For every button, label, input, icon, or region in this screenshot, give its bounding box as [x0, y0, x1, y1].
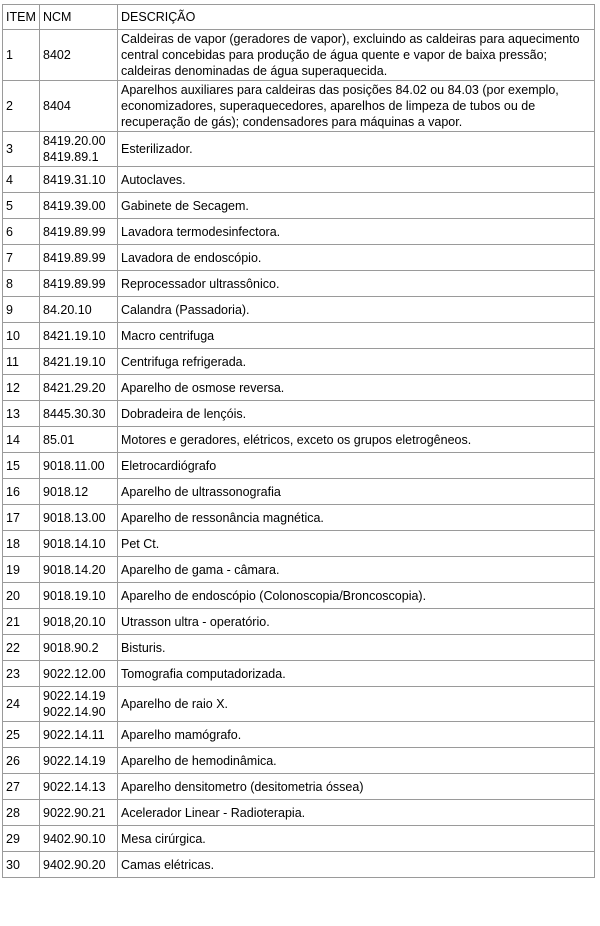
cell-descricao: Caldeiras de vapor (geradores de vapor), excluindo as caldeiras para aquecimento central concebidas para produção de água quente e vapor de baixa pressão; caldeiras denominadas de água superaquecida. [118, 30, 595, 81]
cell-descricao: Aparelhos auxiliares para caldeiras das posições 84.02 ou 84.03 (por exemplo, economizadores, superaquecedores, aparelhos de limpeza de tubos ou de recuperação de gás); condensadores para máquinas a vapor. [118, 81, 595, 132]
cell-descricao: Utrasson ultra - operatório. [118, 609, 595, 635]
cell-descricao: Lavadora de endoscópio. [118, 245, 595, 271]
cell-item: 8 [3, 271, 40, 297]
cell-item: 13 [3, 401, 40, 427]
ncm-code: 9018.14.10 [43, 536, 106, 551]
ncm-code: 9018.19.10 [43, 588, 106, 603]
cell-descricao: Bisturis. [118, 635, 595, 661]
table-row [3, 219, 595, 245]
ncm-code: 9022.14.11 [43, 727, 105, 742]
cell-item: 30 [3, 852, 40, 878]
cell-descricao: Gabinete de Secagem. [118, 193, 595, 219]
cell-descricao: Aparelho de hemodinâmica. [118, 748, 595, 774]
cell-ncm [40, 687, 118, 722]
ncm-code: 8419.31.10 [43, 172, 106, 187]
ncm-code: 85.01 [43, 432, 75, 447]
ncm-code: 9022.12.00 [43, 666, 106, 681]
cell-ncm [40, 453, 118, 479]
cell-item: 22 [3, 635, 40, 661]
table-row [3, 453, 595, 479]
cell-item: 7 [3, 245, 40, 271]
ncm-code: 8419.89.99 [43, 250, 106, 265]
ncm-code: 9402.90.20 [43, 857, 106, 872]
header-descricao: DESCRIÇÃO [118, 5, 595, 30]
ncm-code: 9022.14.90 [43, 705, 106, 719]
cell-item: 9 [3, 297, 40, 323]
ncm-code: 8421.19.10 [43, 354, 106, 369]
cell-descricao: Aparelho de gama - câmara. [118, 557, 595, 583]
table-row [3, 774, 595, 800]
table-row [3, 557, 595, 583]
header-ncm: NCM [40, 5, 118, 30]
cell-item: 18 [3, 531, 40, 557]
table-row [3, 722, 595, 748]
table-row [3, 30, 595, 81]
table-row [3, 297, 595, 323]
ncm-code: 8445.30.30 [43, 406, 106, 421]
cell-descricao: Lavadora termodesinfectora. [118, 219, 595, 245]
cell-descricao: Centrifuga refrigerada. [118, 349, 595, 375]
cell-descricao: Aparelho densitometro (desitometria óssea) [118, 774, 595, 800]
table-row [3, 375, 595, 401]
cell-ncm [40, 81, 118, 132]
cell-descricao: Esterilizador. [118, 132, 595, 167]
cell-ncm [40, 748, 118, 774]
cell-item: 2 [3, 81, 40, 132]
cell-ncm [40, 30, 118, 81]
table-row [3, 479, 595, 505]
cell-descricao: Dobradeira de lençóis. [118, 401, 595, 427]
ncm-code: 9022.14.19 [43, 689, 106, 703]
cell-ncm [40, 505, 118, 531]
table-row [3, 271, 595, 297]
cell-descricao: Aparelho de endoscópio (Colonoscopia/Broncoscopia). [118, 583, 595, 609]
cell-ncm [40, 852, 118, 878]
cell-ncm [40, 167, 118, 193]
table-row [3, 401, 595, 427]
table-row [3, 609, 595, 635]
cell-item: 20 [3, 583, 40, 609]
table-row [3, 81, 595, 132]
ncm-code: 9018.14.20 [43, 562, 106, 577]
cell-item: 3 [3, 132, 40, 167]
cell-descricao: Aparelho de ressonância magnética. [118, 505, 595, 531]
cell-ncm [40, 800, 118, 826]
cell-ncm [40, 635, 118, 661]
cell-descricao: Pet Ct. [118, 531, 595, 557]
cell-ncm [40, 132, 118, 167]
table-row [3, 323, 595, 349]
table-row [3, 193, 595, 219]
table-row [3, 800, 595, 826]
cell-ncm [40, 219, 118, 245]
table-row [3, 167, 595, 193]
table-row [3, 687, 595, 722]
cell-descricao: Aparelho de osmose reversa. [118, 375, 595, 401]
cell-descricao: Eletrocardiógrafo [118, 453, 595, 479]
cell-descricao: Tomografia computadorizada. [118, 661, 595, 687]
table-row [3, 245, 595, 271]
cell-item: 24 [3, 687, 40, 722]
cell-item: 14 [3, 427, 40, 453]
cell-descricao: Acelerador Linear - Radioterapia. [118, 800, 595, 826]
cell-item: 26 [3, 748, 40, 774]
cell-ncm [40, 479, 118, 505]
cell-item: 15 [3, 453, 40, 479]
ncm-code: 8421.19.10 [43, 328, 106, 343]
cell-item: 23 [3, 661, 40, 687]
ncm-code: 8419.20.00 [43, 134, 106, 148]
ncm-code: 9402.90.10 [43, 831, 106, 846]
ncm-code: 8419.39.00 [43, 198, 106, 213]
cell-item: 4 [3, 167, 40, 193]
cell-item: 28 [3, 800, 40, 826]
cell-descricao: Reprocessador ultrassônico. [118, 271, 595, 297]
cell-ncm [40, 401, 118, 427]
table-row [3, 748, 595, 774]
cell-ncm [40, 323, 118, 349]
cell-item: 17 [3, 505, 40, 531]
cell-descricao: Mesa cirúrgica. [118, 826, 595, 852]
cell-descricao: Calandra (Passadoria). [118, 297, 595, 323]
cell-descricao: Aparelho mamógrafo. [118, 722, 595, 748]
cell-item: 1 [3, 30, 40, 81]
header-row [3, 5, 595, 30]
ncm-code: 9018.12 [43, 484, 89, 499]
ncm-code: 8419.89.1 [43, 150, 99, 164]
ncm-code: 9018.11.00 [43, 458, 105, 473]
cell-item: 27 [3, 774, 40, 800]
cell-ncm [40, 826, 118, 852]
cell-ncm [40, 722, 118, 748]
cell-item: 19 [3, 557, 40, 583]
cell-ncm [40, 531, 118, 557]
cell-descricao: Autoclaves. [118, 167, 595, 193]
table-row [3, 661, 595, 687]
ncm-code: 9018.13.00 [43, 510, 106, 525]
cell-ncm [40, 557, 118, 583]
table-row [3, 505, 595, 531]
cell-ncm [40, 297, 118, 323]
cell-ncm [40, 609, 118, 635]
ncm-code: 9018.90.2 [43, 640, 99, 655]
cell-ncm [40, 245, 118, 271]
cell-descricao: Motores e geradores, elétricos, exceto os grupos eletrogêneos. [118, 427, 595, 453]
cell-ncm [40, 583, 118, 609]
cell-descricao: Macro centrifuga [118, 323, 595, 349]
ncm-code: 8419.89.99 [43, 276, 106, 291]
table-row [3, 427, 595, 453]
cell-ncm [40, 774, 118, 800]
ncm-code: 9022.90.21 [43, 805, 106, 820]
cell-ncm [40, 375, 118, 401]
ncm-table [2, 4, 595, 878]
ncm-code: 9022.14.13 [43, 779, 106, 794]
cell-item: 10 [3, 323, 40, 349]
table-row [3, 132, 595, 167]
table-row [3, 826, 595, 852]
cell-item: 25 [3, 722, 40, 748]
header-item: ITEM [3, 5, 40, 30]
table-row [3, 349, 595, 375]
cell-item: 21 [3, 609, 40, 635]
cell-item: 29 [3, 826, 40, 852]
ncm-code: 8419.89.99 [43, 224, 106, 239]
cell-item: 5 [3, 193, 40, 219]
cell-ncm [40, 271, 118, 297]
ncm-code: 9022.14.19 [43, 753, 106, 768]
table-row [3, 635, 595, 661]
cell-descricao: Aparelho de ultrassonografia [118, 479, 595, 505]
cell-item: 11 [3, 349, 40, 375]
cell-item: 6 [3, 219, 40, 245]
ncm-code: 8402 [43, 48, 71, 62]
ncm-code: 8404 [43, 99, 71, 113]
cell-descricao: Camas elétricas. [118, 852, 595, 878]
cell-item: 12 [3, 375, 40, 401]
cell-ncm [40, 427, 118, 453]
cell-ncm [40, 661, 118, 687]
cell-item: 16 [3, 479, 40, 505]
ncm-code: 9018,20.10 [43, 614, 106, 629]
ncm-code: 8421.29.20 [43, 380, 106, 395]
table-row [3, 531, 595, 557]
table-row [3, 852, 595, 878]
cell-descricao: Aparelho de raio X. [118, 687, 595, 722]
cell-ncm [40, 349, 118, 375]
ncm-code: 84.20.10 [43, 302, 92, 317]
cell-ncm [40, 193, 118, 219]
table-row [3, 583, 595, 609]
